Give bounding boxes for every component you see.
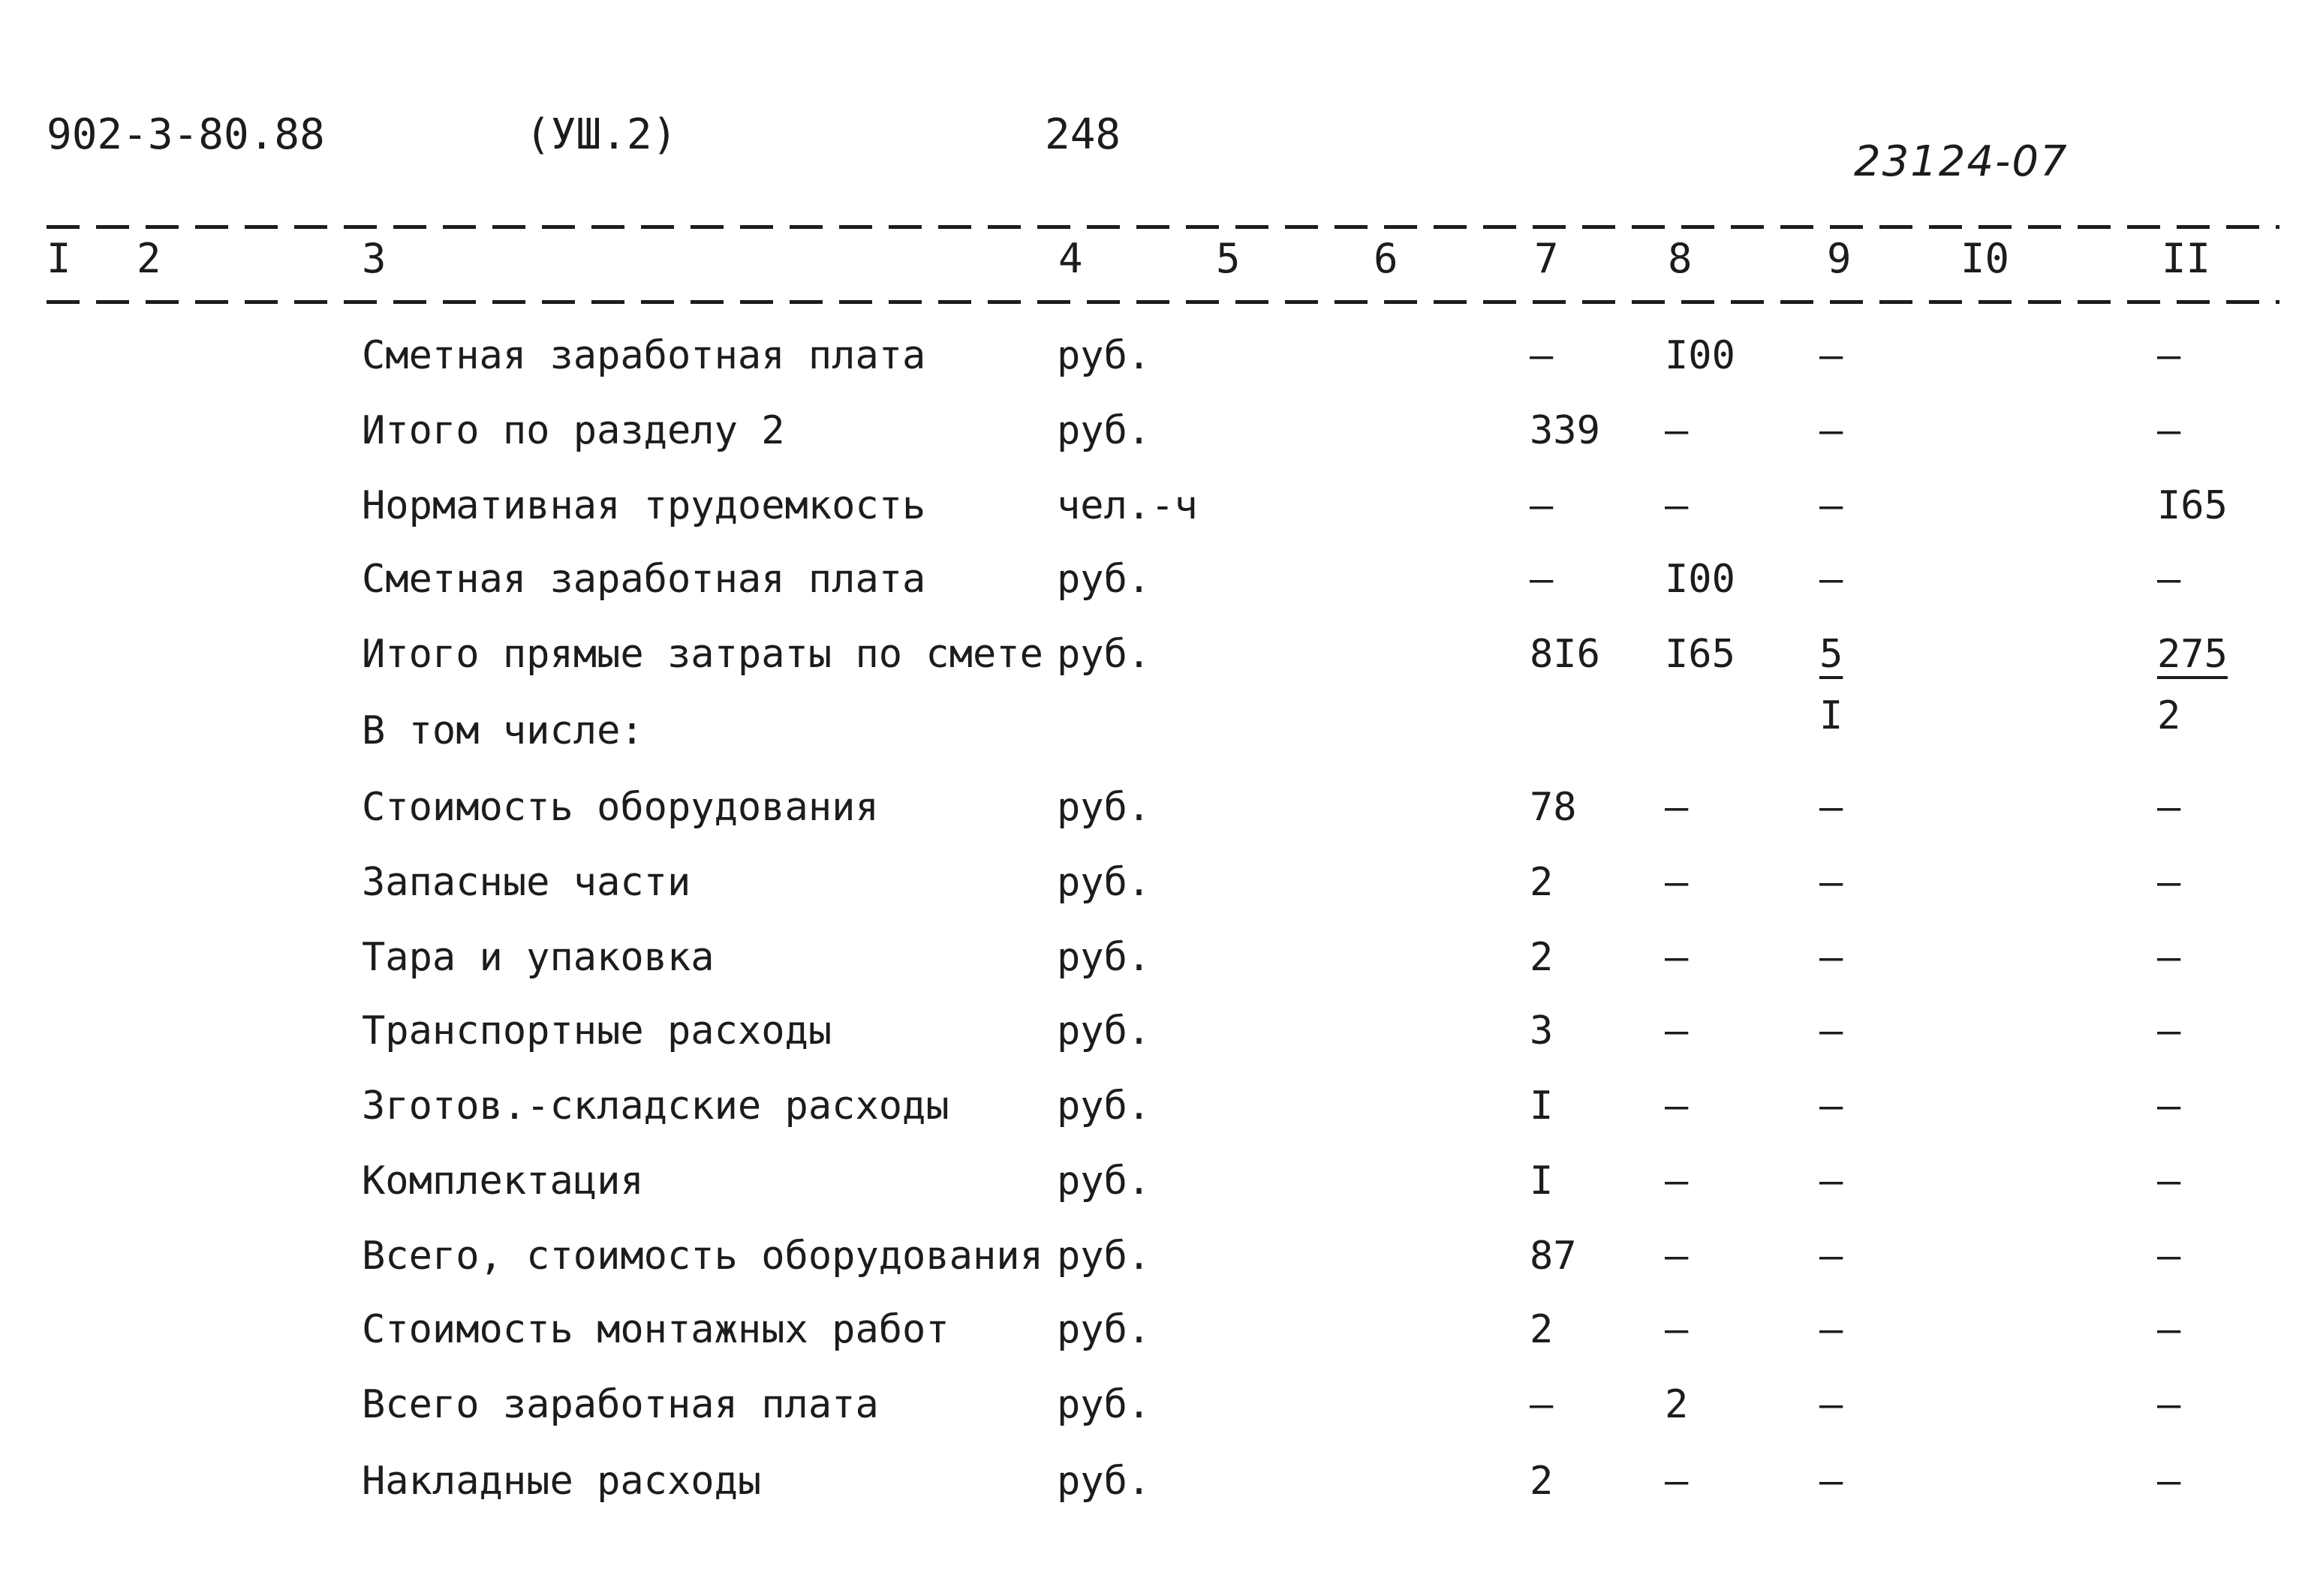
table-row [0,708,2305,764]
value-col-7: – [1530,557,1554,602]
value-col-7: I [1530,1084,1554,1129]
table-top-rule [47,225,2279,229]
value-col-9: – [1819,557,1843,602]
table-row [0,557,2305,612]
item-name: Запасные части [362,860,691,905]
value-col-7: 339 [1530,408,1600,453]
item-name: Стоимость монтажных работ [362,1307,949,1352]
item-unit: чел.-ч [1057,483,1198,528]
item-name: Транспортные расходы [362,1008,832,1053]
section-reference: (УШ.2) [525,110,678,159]
value-col-9: – [1819,1159,1843,1204]
value-col-9-denominator: I [1819,693,1843,738]
value-col-9: – [1819,935,1843,980]
value-col-9: – [1819,1084,1843,1129]
table-row [0,1008,2305,1064]
item-unit: руб. [1057,860,1151,905]
item-unit: руб. [1057,557,1151,602]
item-unit: руб. [1057,333,1151,378]
value-col-11: – [2157,785,2181,830]
table-row [0,1084,2305,1139]
value-col-11: – [2157,1459,2181,1504]
value-col-9: – [1819,1008,1843,1053]
value-col-8: – [1665,408,1689,453]
item-name: Накладные расходы [362,1459,762,1504]
value-col-7: 2 [1530,1459,1554,1504]
value-col-8: I00 [1665,557,1735,602]
value-col-11: – [2157,1234,2181,1279]
value-col-11: – [2157,1382,2181,1427]
item-name: Нормативная трудоемкость [362,483,926,528]
value-col-7: – [1530,483,1554,528]
item-unit: руб. [1057,1307,1151,1352]
column-number-6: 6 [1374,235,1398,282]
value-col-11: – [2157,333,2181,378]
value-col-8: – [1665,785,1689,830]
value-col-8: – [1665,1459,1689,1504]
column-number-11: II [2162,235,2211,282]
value-col-11: – [2157,408,2181,453]
value-col-8: – [1665,483,1689,528]
value-col-11-numerator: 275 [2157,632,2228,677]
item-name: Всего заработная плата [362,1382,879,1427]
table-row [0,333,2305,389]
item-unit: руб. [1057,408,1151,453]
value-col-8: – [1665,860,1689,905]
table-row [0,1234,2305,1289]
value-col-9: – [1819,333,1843,378]
value-col-8: – [1665,1008,1689,1053]
table-row [0,860,2305,915]
item-unit: руб. [1057,1459,1151,1504]
value-col-8: – [1665,1159,1689,1204]
column-number-9: 9 [1827,235,1852,282]
page-number: 248 [1045,110,1121,159]
column-number-2: 2 [137,235,161,282]
item-name: Сметная заработная плата [362,333,926,378]
value-col-8: I65 [1665,632,1735,677]
section-label: В том числе: [362,708,644,753]
item-unit: руб. [1057,1234,1151,1279]
value-col-7: 2 [1530,935,1554,980]
value-col-11: – [2157,557,2181,602]
item-name: Комплектация [362,1159,644,1204]
value-col-11: – [2157,860,2181,905]
document-code: 902-3-80.88 [47,110,325,159]
item-unit: руб. [1057,632,1151,677]
value-col-9: – [1819,1459,1843,1504]
value-col-11: – [2157,1084,2181,1129]
item-name: Стоимость оборудования [362,785,879,830]
item-unit: руб. [1057,1008,1151,1053]
table-header-rule [47,300,2279,304]
item-name: Тара и упаковка [362,935,715,980]
value-col-9: – [1819,483,1843,528]
table-row [0,1459,2305,1514]
value-col-7: 78 [1530,785,1577,830]
value-col-7: – [1530,333,1554,378]
column-number-3: 3 [362,235,387,282]
column-number-7: 7 [1534,235,1559,282]
item-name: Сметная заработная плата [362,557,926,602]
value-col-9: – [1819,860,1843,905]
value-col-8: – [1665,1234,1689,1279]
item-unit: руб. [1057,1084,1151,1129]
item-unit: руб. [1057,1382,1151,1427]
table-row [0,935,2305,990]
value-col-7: – [1530,1382,1554,1427]
table-row [0,1382,2305,1438]
table-row [0,483,2305,539]
value-col-11: – [2157,1159,2181,1204]
value-col-7: 87 [1530,1234,1577,1279]
column-number-10: I0 [1960,235,2010,282]
item-name: Итого прямые затраты по смете [362,632,1043,677]
value-col-11: – [2157,935,2181,980]
item-name: Итого по разделу 2 [362,408,785,453]
item-unit: руб. [1057,1159,1151,1204]
value-col-8: – [1665,1084,1689,1129]
value-col-8: I00 [1665,333,1735,378]
value-col-7: 3 [1530,1008,1554,1053]
value-col-9: – [1819,785,1843,830]
value-col-8: 2 [1665,1382,1689,1427]
value-col-8: – [1665,935,1689,980]
item-unit: руб. [1057,785,1151,830]
value-col-9: – [1819,1234,1843,1279]
item-unit: руб. [1057,935,1151,980]
table-row [0,1307,2305,1363]
value-col-9: – [1819,408,1843,453]
value-col-11: – [2157,1307,2181,1352]
table-row [0,1159,2305,1214]
value-col-7: 8I6 [1530,632,1600,677]
value-col-7: I [1530,1159,1554,1204]
table-row [0,785,2305,840]
column-number-1: I [47,235,71,282]
value-col-8: – [1665,1307,1689,1352]
table-row [0,408,2305,464]
value-col-7: 2 [1530,1307,1554,1352]
column-number-8: 8 [1668,235,1693,282]
value-col-11-denominator: 2 [2157,693,2181,738]
item-name: Всего, стоимость оборудования [362,1234,1043,1279]
reference-number: 23124-07 [1854,137,2069,186]
value-col-9: – [1819,1382,1843,1427]
value-col-7: 2 [1530,860,1554,905]
value-col-9-numerator: 5 [1819,632,1843,677]
column-number-4: 4 [1058,235,1083,282]
value-col-9: – [1819,1307,1843,1352]
column-number-5: 5 [1216,235,1241,282]
item-name: Зготов.-складские расходы [362,1084,949,1129]
value-col-11: I65 [2157,483,2228,528]
value-col-11: – [2157,1008,2181,1053]
